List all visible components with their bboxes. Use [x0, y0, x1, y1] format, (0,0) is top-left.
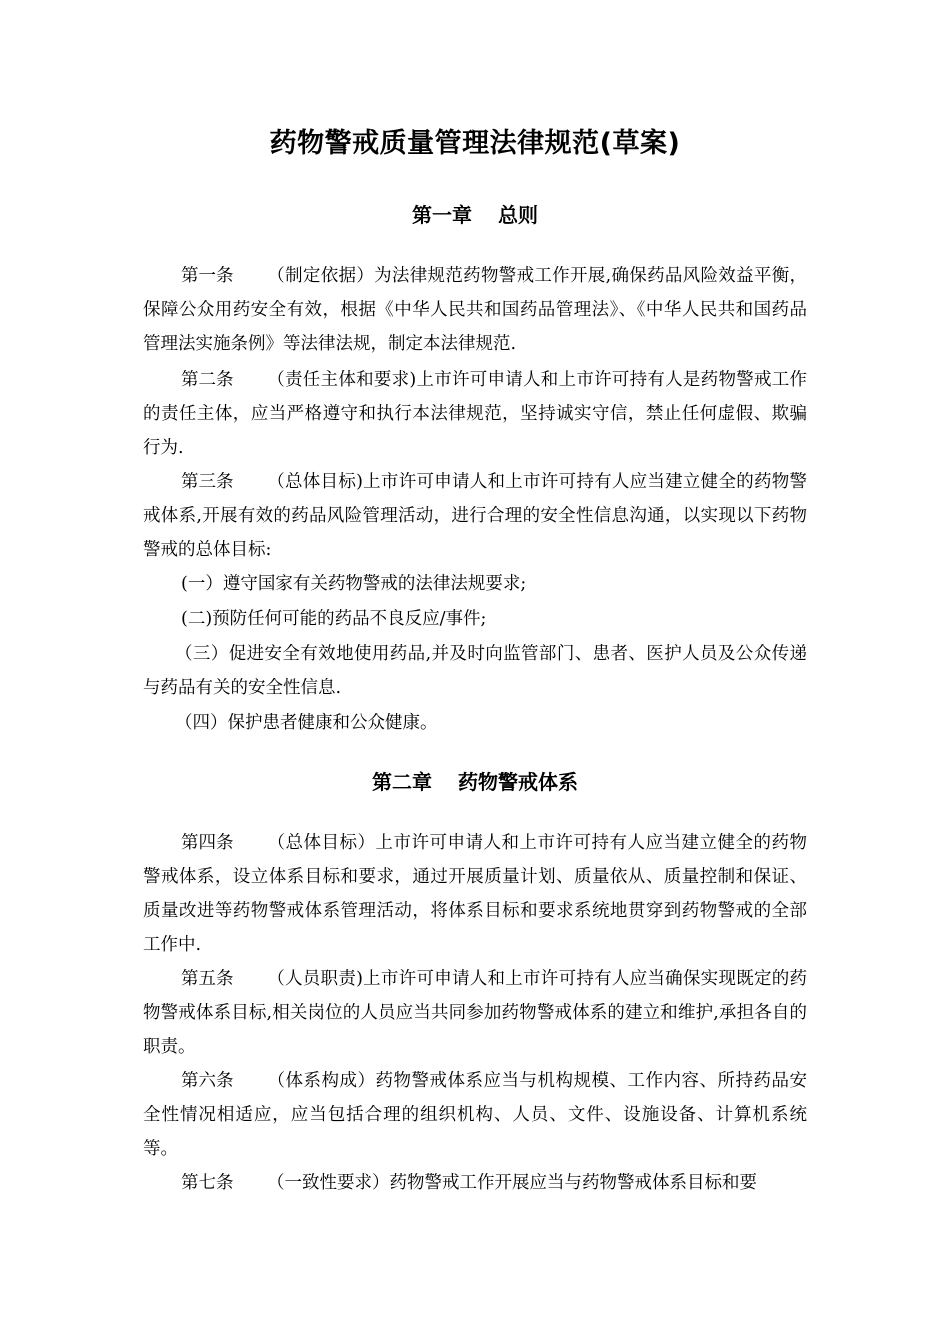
article-4	[143, 826, 807, 962]
article-text: （人员职责)上市许可申请人和上市许可持有人应当确保实现既定的药物警戒体系目标,相关岗位的人员应当共同参加药物警戒体系的建立和维护,承担各自的职责。	[143, 969, 807, 1057]
article-text: （总体目标)上市许可申请人和上市许可持有人应当建立健全的药物警戒体系,开展有效的药品风险管理活动，进行合理的安全性信息沟通，以实现以下药物警戒的总体目标:	[143, 472, 807, 560]
chapter-label: 第二章	[372, 770, 432, 794]
list-item: (一）遵守国家有关药物警戒的法律法规要求;	[181, 574, 527, 594]
article-7	[143, 1166, 807, 1200]
document-title: 药物警戒质量管理法律规范(草案)	[269, 128, 681, 159]
article-2	[143, 363, 807, 465]
chapter-heading	[143, 200, 807, 230]
chapter-name: 药物警戒体系	[458, 770, 578, 794]
article-text: （总体目标）上市许可申请人和上市许可持有人应当建立健全的药物警戒体系，设立体系目标和要求，通过开展质量计划、质量依从、质量控制和保证、质量改进等药物警戒体系管理活动，将体系目标和要求系统地贯穿到药物警戒的全部工作中.	[143, 833, 807, 955]
list-item: （三）促进安全有效地使用药品,并及时向监管部门、患者、医护人员及公众传递与药品有关的安全性信息.	[143, 644, 807, 698]
article-text: （责任主体和要求)上市许可申请人和上市许可持有人是药物警戒工作的责任主体，应当严格遵守和执行本法律规范，坚持诚实守信，禁止任何虚假、欺骗行为.	[143, 370, 807, 458]
list-item: (二)预防任何可能的药品不良反应/事件;	[181, 609, 487, 629]
article-number: 第五条	[181, 969, 234, 989]
chapter-name: 总则	[498, 203, 538, 227]
article-5	[143, 962, 807, 1064]
article-text: （体系构成）药物警戒体系应当与机构规模、工作内容、所持药品安全性情况相适应，应当包括合理的组织机构、人员、文件、设施设备、计算机系统等。	[143, 1071, 807, 1159]
article-3	[143, 465, 807, 567]
article-1	[143, 259, 807, 361]
article-6	[143, 1064, 807, 1166]
chapter-label: 第一章	[412, 203, 472, 227]
article-text: （制定依据）为法律规范药物警戒工作开展,确保药品风险效益平衡，保障公众用药安全有效，根据《中华人民共和国药品管理法》、《中华人民共和国药品管理法实施条例》等法律法规，制定本法律规范.	[143, 266, 807, 354]
article-text: （一致性要求）药物警戒工作开展应当与药物警戒体系目标和要	[267, 1173, 757, 1193]
chapter-heading	[143, 767, 807, 797]
article-number: 第一条	[181, 266, 234, 286]
list-item: （四）保护患者健康和公众健康。	[175, 713, 438, 733]
article-number: 第七条	[181, 1173, 234, 1193]
article-number: 第三条	[181, 472, 234, 492]
article-number: 第六条	[181, 1071, 234, 1091]
article-number: 第二条	[181, 370, 234, 390]
article-number: 第四条	[181, 833, 234, 853]
